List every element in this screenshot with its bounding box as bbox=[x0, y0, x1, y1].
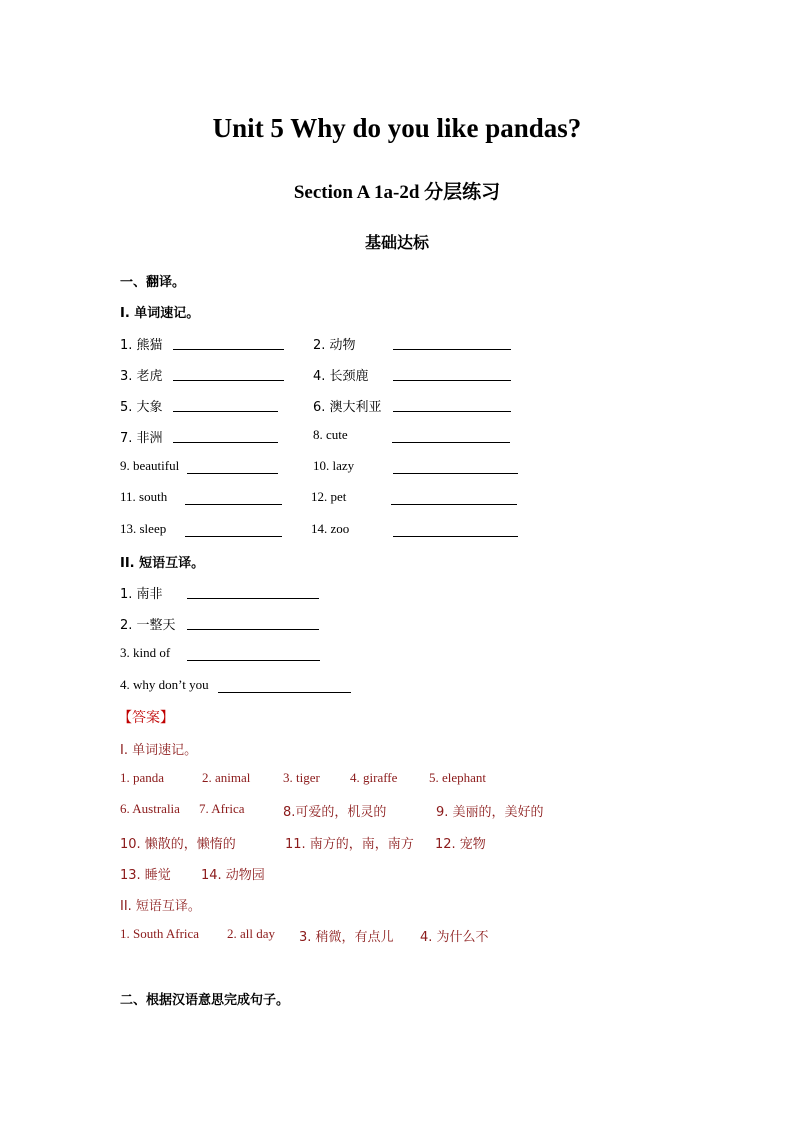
answer-blank bbox=[173, 380, 284, 381]
answer-item: 13. 睡觉 bbox=[120, 868, 171, 883]
vocab-item: 2. 动物 bbox=[313, 338, 356, 353]
vocab-item: 8. cute bbox=[313, 427, 348, 442]
answer-blank bbox=[391, 504, 517, 505]
vocab-item: 1. 熊猫 bbox=[120, 338, 163, 353]
answer-item: 8.可爱的，机灵的 bbox=[283, 805, 387, 820]
answer-blank bbox=[185, 504, 282, 505]
answer-item: 3. tiger bbox=[283, 770, 320, 785]
part1-heading: 一、翻译。 bbox=[120, 275, 186, 290]
phrase-item: 2. 一整天 bbox=[120, 618, 176, 633]
answer-item: 10. 懒散的，懒惰的 bbox=[120, 837, 236, 852]
phrase-item: 4. why don’t you bbox=[120, 677, 209, 692]
answer-tag: 【答案】 bbox=[118, 710, 174, 726]
vocab-item: 6. 澳大利亚 bbox=[313, 400, 382, 415]
answer-blank bbox=[187, 473, 278, 474]
phrase-item: 3. kind of bbox=[120, 645, 171, 660]
section-subtitle: Section A 1a-2d 分层练习 bbox=[293, 182, 501, 203]
answer-item: 2. all day bbox=[227, 926, 276, 941]
phrase-item: 1. 南非 bbox=[120, 587, 163, 602]
answer-sec1-heading: I. 单词速记。 bbox=[120, 743, 198, 758]
answer-item: 6. Australia bbox=[120, 801, 180, 816]
vocab-item: 12. pet bbox=[311, 489, 347, 504]
vocab-item: 4. 长颈鹿 bbox=[313, 369, 369, 384]
answer-item: 2. animal bbox=[202, 770, 251, 785]
answer-item: 4. 为什么不 bbox=[420, 930, 489, 945]
answer-item: 9. 美丽的，美好的 bbox=[436, 805, 544, 820]
answer-item: 4. giraffe bbox=[350, 770, 398, 785]
answer-blank bbox=[173, 349, 284, 350]
answer-blank bbox=[187, 660, 320, 661]
vocab-item: 9. beautiful bbox=[120, 458, 180, 473]
answer-item: 1. panda bbox=[120, 770, 165, 785]
sec1-heading: I. 单词速记。 bbox=[120, 306, 200, 321]
vocab-item: 5. 大象 bbox=[120, 400, 163, 415]
answer-item: 7. Africa bbox=[199, 801, 245, 816]
answer-blank bbox=[393, 380, 511, 381]
answer-item: 1. South Africa bbox=[120, 926, 200, 941]
answer-item: 12. 宠物 bbox=[435, 837, 486, 852]
answer-item: 14. 动物园 bbox=[201, 868, 265, 883]
vocab-item: 3. 老虎 bbox=[120, 369, 163, 384]
answer-blank bbox=[187, 629, 319, 630]
answer-blank bbox=[173, 411, 278, 412]
sec2-heading: II. 短语互译。 bbox=[120, 556, 205, 571]
answer-item: 5. elephant bbox=[429, 770, 487, 785]
answer-blank bbox=[393, 411, 511, 412]
answer-blank bbox=[187, 598, 319, 599]
vocab-item: 7. 非洲 bbox=[120, 431, 163, 446]
answer-blank bbox=[173, 442, 278, 443]
level-heading: 基础达标 bbox=[364, 233, 429, 252]
vocab-item: 14. zoo bbox=[311, 521, 350, 536]
vocab-item: 13. sleep bbox=[120, 521, 167, 536]
answer-item: 11. 南方的，南，南方 bbox=[285, 837, 414, 852]
answer-sec2-heading: II. 短语互译。 bbox=[120, 899, 201, 914]
answer-blank bbox=[185, 536, 282, 537]
vocab-item: 10. lazy bbox=[313, 458, 355, 473]
answer-item: 3. 稍微，有点儿 bbox=[299, 930, 394, 945]
answer-blank bbox=[393, 349, 511, 350]
vocab-item: 11. south bbox=[120, 489, 168, 504]
answer-blank bbox=[393, 473, 518, 474]
part2-heading: 二、根据汉语意思完成句子。 bbox=[120, 993, 290, 1008]
answer-blank bbox=[218, 692, 351, 693]
answer-blank bbox=[392, 442, 510, 443]
answer-blank bbox=[393, 536, 518, 537]
page-title: Unit 5 Why do you like pandas? bbox=[212, 113, 582, 143]
